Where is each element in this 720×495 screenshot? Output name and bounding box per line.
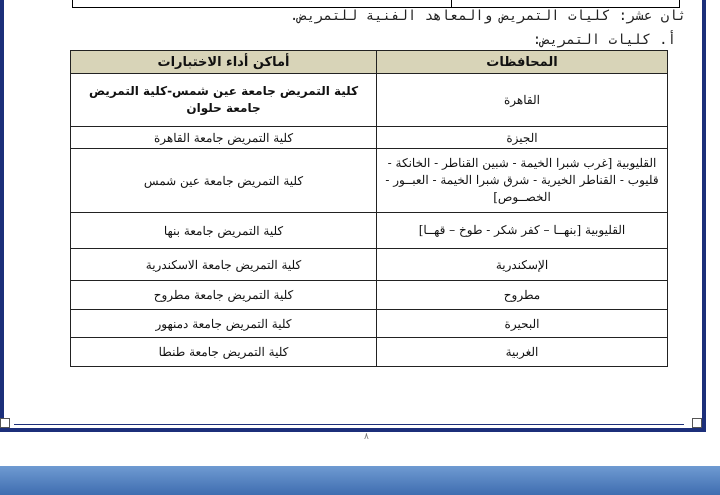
page-number: ٨ [364, 432, 369, 442]
exam-locations-table [70, 50, 668, 367]
table-row [71, 281, 668, 310]
governorate-cell: القليوبية [غرب شبرا الخيمة - شبين القناطر - الخانكة - قليوب - القناطر الخيرية - شرق شبرا الخيمة - العبــور - الخصــوص] [377, 149, 668, 213]
exam-location-cell: كلية التمريض جامعة بنها [71, 213, 377, 249]
page-border-left [0, 0, 4, 432]
page-border-bottom-inner [14, 424, 684, 425]
governorate-cell: القاهرة [377, 74, 668, 127]
exam-location-cell: كلية التمريض جامعة دمنهور [71, 310, 377, 338]
table-header-row [71, 51, 668, 74]
page-border-right [702, 0, 706, 432]
table-row [71, 127, 668, 149]
table-row [71, 249, 668, 281]
exam-location-cell: كلية التمريض جامعة مطروح [71, 281, 377, 310]
exam-location-cell: كلية التمريض جامعة القاهرة [71, 127, 377, 149]
governorate-cell: مطروح [377, 281, 668, 310]
exam-location-cell: كلية التمريض جامعة عين شمس-كلية التمريض جامعة حلوان [71, 74, 377, 127]
exam-location-cell: كلية التمريض جامعة عين شمس [71, 149, 377, 213]
exam-location-cell: كلية التمريض جامعة طنطا [71, 338, 377, 367]
subsection-heading: أ. كليات التمريض: [532, 32, 676, 48]
page-corner-marker-left [0, 418, 10, 428]
table-row [71, 74, 668, 127]
governorate-header: المحافظات [377, 51, 668, 74]
page-corner-marker-right [692, 418, 702, 428]
governorate-cell: الإسكندرية [377, 249, 668, 281]
table-row [71, 149, 668, 213]
exam-location-cell: كلية التمريض جامعة الاسكندرية [71, 249, 377, 281]
section-heading: ثان عشر: كليات التمريض والمعاهد الفنية للتمريض. [289, 8, 686, 24]
exam-location-header: أماكن أداء الاختبارات [71, 51, 377, 74]
window-status-bar [0, 466, 720, 495]
governorate-cell: البحيرة [377, 310, 668, 338]
governorate-cell: القليوبية [بنهــا – كفر شكر - طوخ – قهــا] [377, 213, 668, 249]
governorate-cell: الغربية [377, 338, 668, 367]
table-row [71, 213, 668, 249]
table-row [71, 338, 668, 367]
page-border-bottom [0, 428, 706, 432]
table-row [71, 310, 668, 338]
previous-table-bottom [72, 0, 680, 8]
governorate-cell: الجيزة [377, 127, 668, 149]
